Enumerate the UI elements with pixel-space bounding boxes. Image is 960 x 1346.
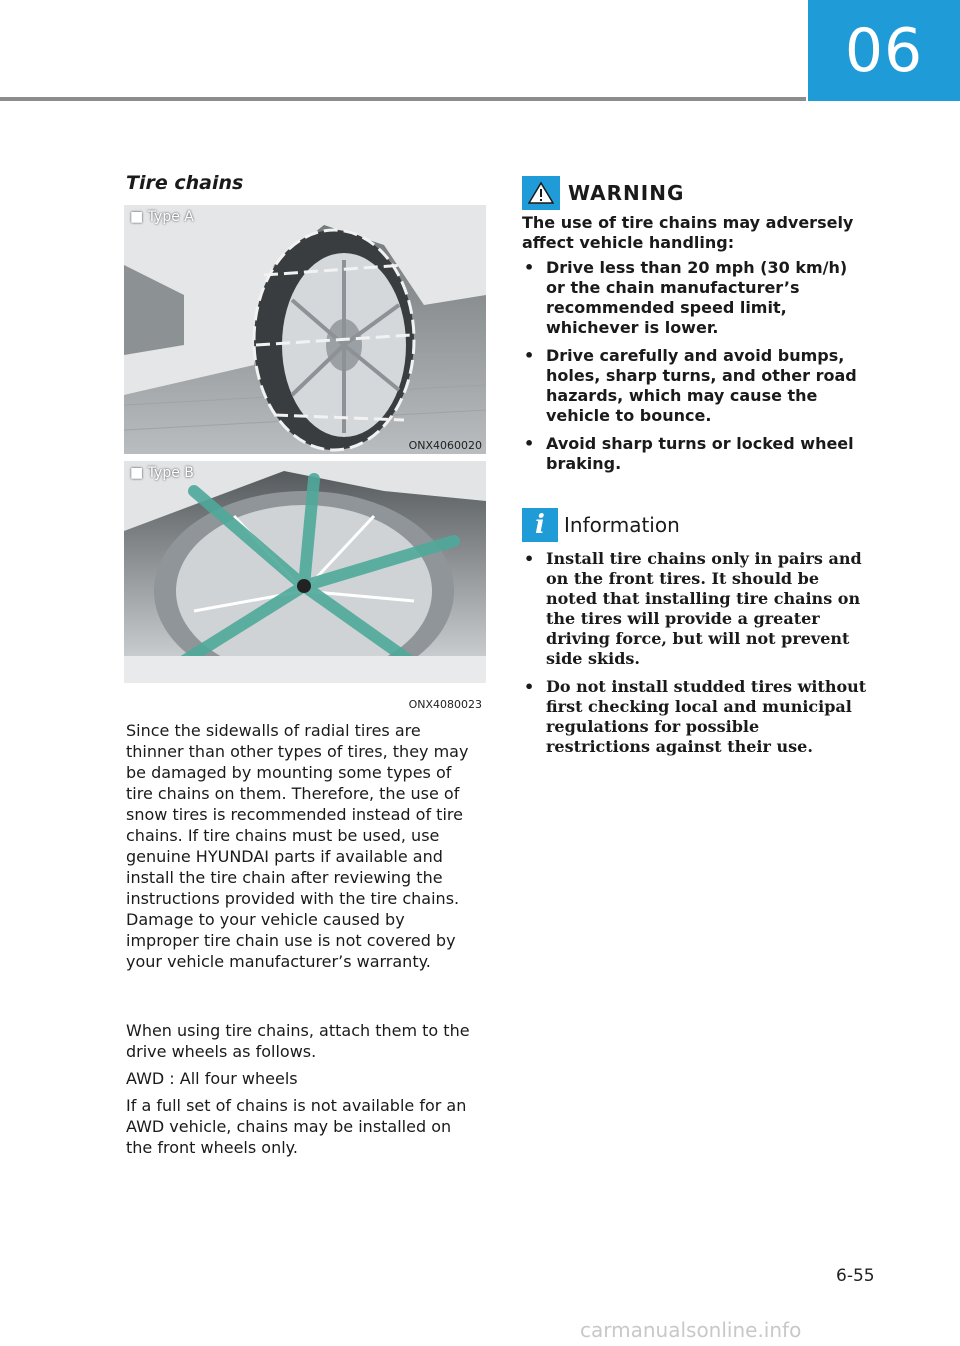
header-rule	[0, 97, 806, 101]
information-title: Information	[564, 513, 680, 537]
figure-type-a	[124, 205, 486, 454]
figure-b-label: ■ Type B	[130, 465, 194, 481]
figure-a-label: ■ Type A	[130, 209, 194, 225]
tire-chain-type-b-illustration	[124, 461, 486, 683]
section-title: Tire chains	[126, 172, 244, 194]
warning-intro: The use of tire chains may adversely affect vehicle handling:	[522, 213, 854, 252]
information-header	[522, 508, 680, 542]
chapter-tab: 06	[808, 0, 960, 101]
paragraph-awd-partial: If a full set of chains is not available for an AWD vehicle, chains may be installed on the front wheels only.	[126, 1096, 467, 1157]
list-item: • Drive carefully and avoid bumps, holes, sharp turns, and other road hazards, which may cause the vehicle to bounce.	[524, 346, 857, 425]
warning-icon	[522, 176, 560, 210]
info-icon: i	[522, 508, 558, 542]
tire-chain-type-a-illustration	[124, 205, 486, 454]
paragraph-chains-intro: Since the sidewalls of radial tires are thinner than other types of tires, they may be damaged by mounting some types of tire chains on them. Therefore, the use of snow tires is recommended instead of tire chains. If tire chains must be used, use genuine HYUNDAI parts if available and install the tire chain after reviewing the instructions provided with the tire chains. Damage to your vehicle caused by improper tire chain use is not covered by your vehicle manufacturer’s warranty.	[126, 721, 469, 971]
page-number: 6-55	[836, 1266, 875, 1286]
list-item: • Avoid sharp turns or locked wheel braking.	[524, 434, 854, 473]
paragraph-awd: AWD : All four wheels	[126, 1069, 298, 1088]
list-item: • Install tire chains only in pairs and on the front tires. It should be noted that installing tire chains on the tires will provide a greater driving force, but will not prevent side skids.	[524, 549, 862, 668]
list-item: • Drive less than 20 mph (30 km/h) or the chain manufacturer’s recommended speed limit, whichever is lower.	[524, 258, 848, 337]
paragraph-drive-wheels: When using tire chains, attach them to the drive wheels as follows.	[126, 1021, 470, 1061]
figure-b-code: ONX4080023	[408, 698, 482, 711]
information-list	[522, 549, 867, 765]
figure-a-code: ONX4060020	[408, 439, 482, 452]
list-item: • Do not install studded tires without first checking local and municipal regulations for possible restrictions against their use.	[524, 677, 867, 756]
watermark: carmanualsonline.info	[580, 1318, 802, 1342]
warning-header	[522, 176, 684, 210]
figure-type-b	[124, 461, 486, 711]
warning-title: WARNING	[568, 181, 685, 205]
warning-list	[522, 258, 867, 482]
